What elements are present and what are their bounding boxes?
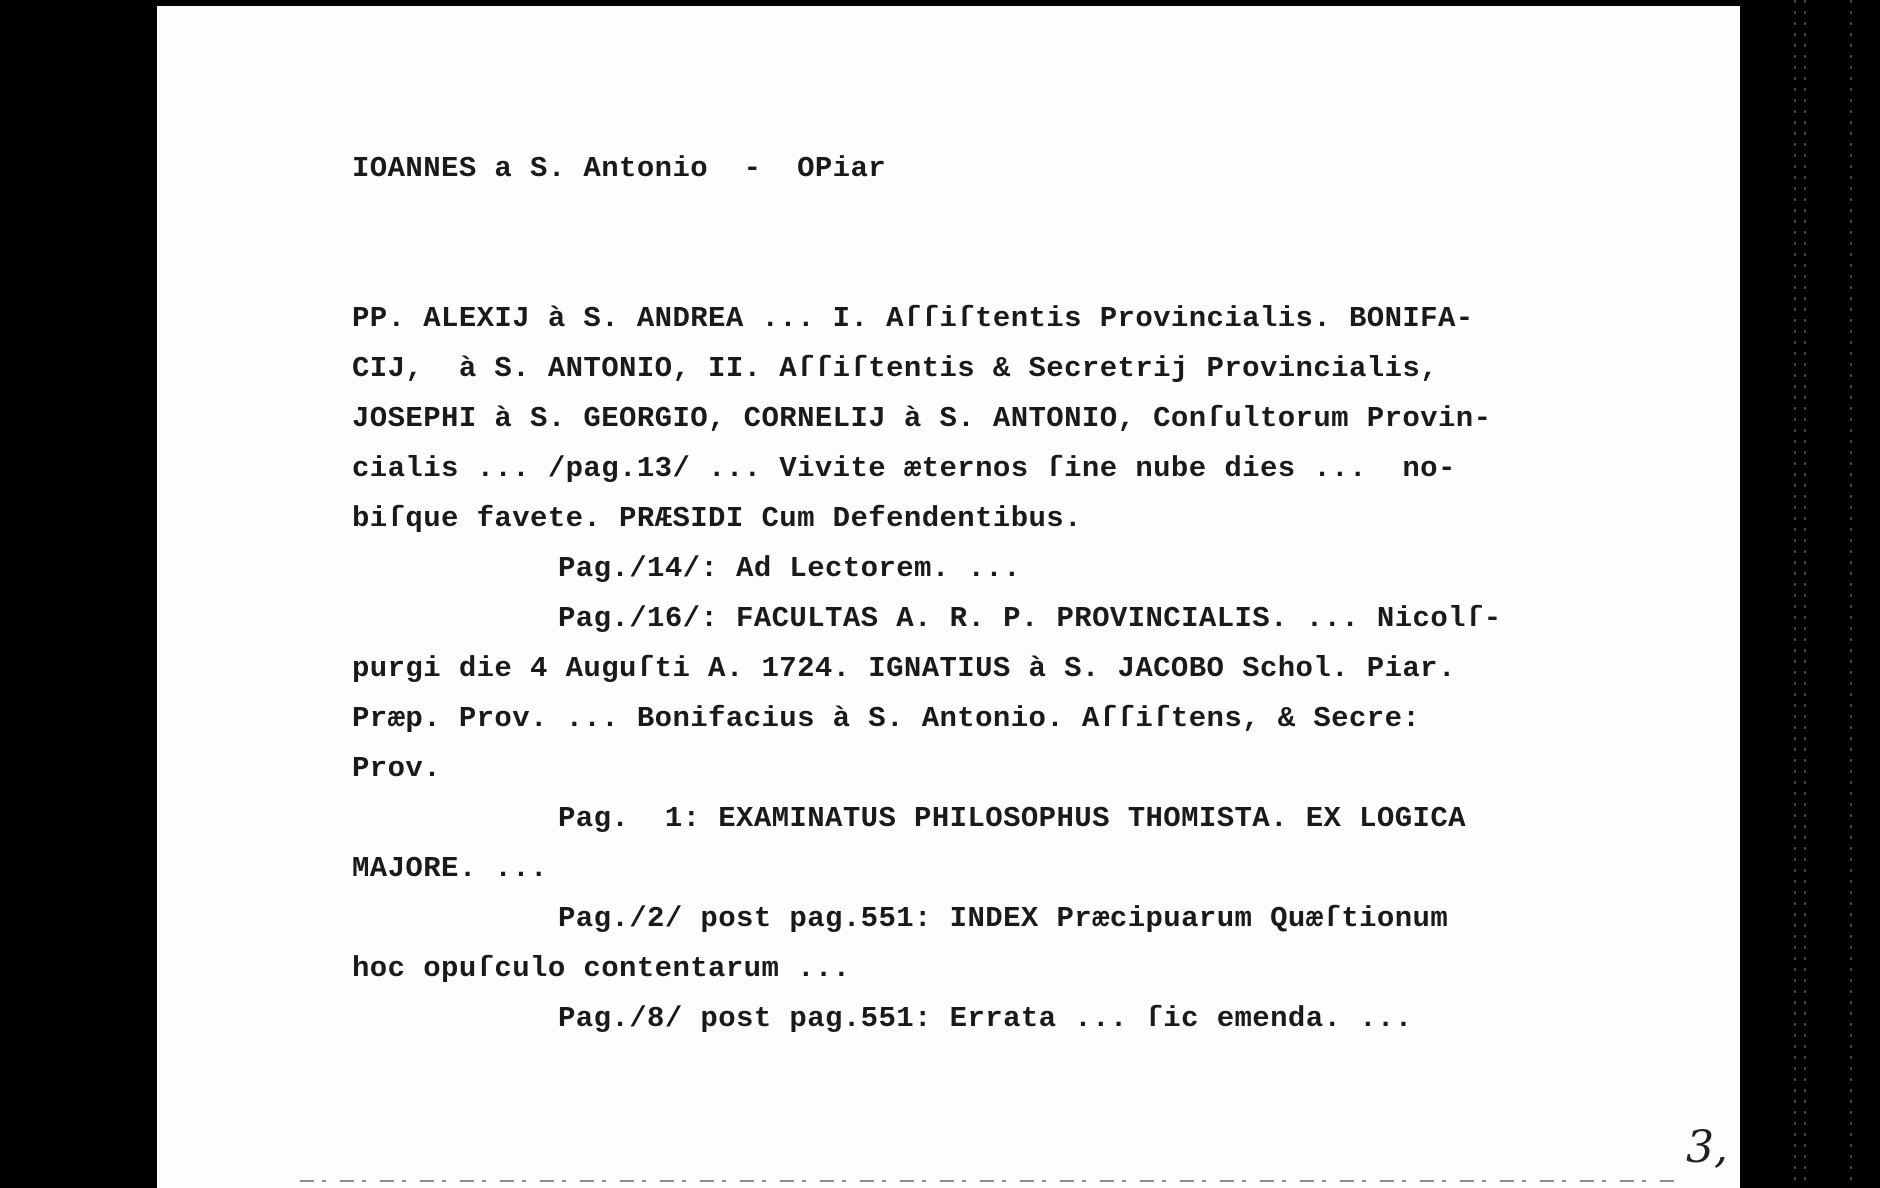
scan-edge-dots <box>1850 0 1852 1188</box>
record-heading: IOANNES a S. Antonio - OPiar <box>352 152 887 185</box>
text-line: PP. ALEXIJ à S. ANDREA ... I. Aſſiſtentis Provincialis. BONIFA- <box>352 302 1474 335</box>
text-line: Pag./14/: Ad Lectorem. ... <box>558 552 1021 585</box>
scan-edge-dots <box>1804 0 1806 1188</box>
text-line: Pag. 1: EXAMINATUS PHILOSOPHUS THOMISTA. EX LOGICA <box>558 802 1466 835</box>
text-line: Pag./16/: FACULTAS A. R. P. PROVINCIALIS. ... Nicolſ- <box>558 602 1502 635</box>
handwritten-page-number: 3, <box>1686 1122 1728 1173</box>
text-line: MAJORE. ... <box>352 852 548 885</box>
text-line: Prov. <box>352 752 442 785</box>
scan-edge-dots <box>1794 0 1796 1188</box>
bottom-edge-marks <box>300 1180 1680 1182</box>
text-line: hoc opuſculo contentarum ... <box>352 952 851 985</box>
text-line: Pag./8/ post pag.551: Errata ... ſic emenda. ... <box>558 1002 1413 1035</box>
text-line: Pag./2/ post pag.551: INDEX Præcipuarum Quæſtionum <box>558 902 1449 935</box>
text-line: biſque favete. PRÆSIDI Cum Defendentibus. <box>352 502 1082 535</box>
text-line: Præp. Prov. ... Bonifacius à S. Antonio. Aſſiſtens, & Secre: <box>352 702 1421 735</box>
text-line: JOSEPHI à S. GEORGIO, CORNELIJ à S. ANTONIO, Conſultorum Provin- <box>352 402 1492 435</box>
text-line: cialis ... /pag.13/ ... Vivite æternos ſine nube dies ... no- <box>352 452 1456 485</box>
text-line: purgi die 4 Auguſti A. 1724. IGNATIUS à S. JACOBO Schol. Piar. <box>352 652 1456 685</box>
text-line: CIJ, à S. ANTONIO, II. Aſſiſtentis & Secretrij Provincialis, <box>352 352 1438 385</box>
